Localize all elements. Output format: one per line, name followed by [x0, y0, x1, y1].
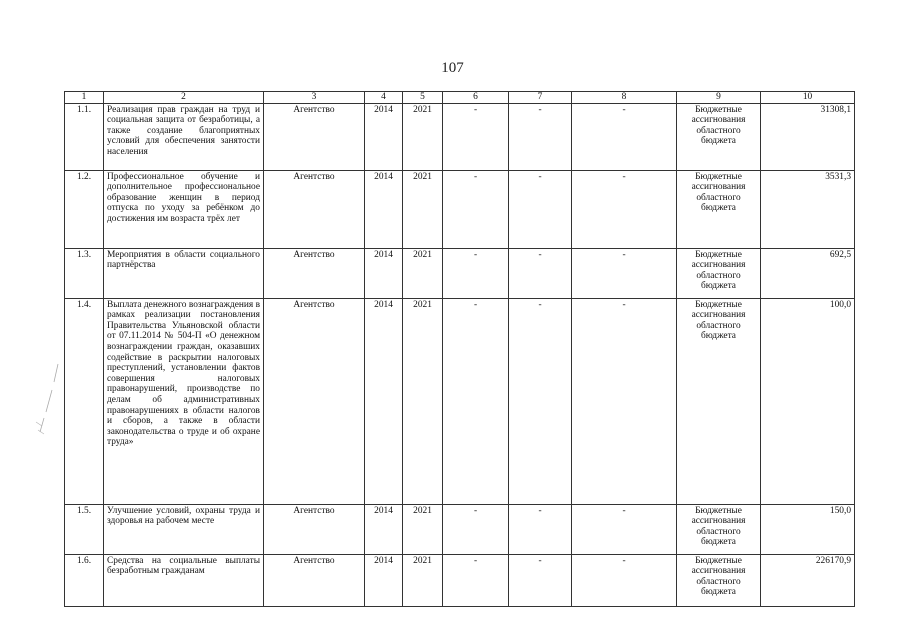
measure-name: Реализация прав граждан на труд и социальная защита от безработицы, а также создание благоприятных условий для обеспечения занятости населения — [104, 103, 264, 170]
column-8-value: - — [572, 298, 677, 504]
column-number: 2 — [104, 92, 264, 104]
measure-name: Мероприятия в области социального партнёрства — [104, 248, 264, 298]
funding-amount: 3531,3 — [761, 170, 855, 248]
funding-source: Бюджетные ассигнования областного бюджета — [677, 554, 761, 606]
funding-source: Бюджетные ассигнования областного бюджета — [677, 248, 761, 298]
end-year: 2021 — [403, 103, 443, 170]
column-6-value: - — [443, 554, 509, 606]
column-6-value: - — [443, 248, 509, 298]
executor: Агентство — [264, 298, 365, 504]
executor: Агентство — [264, 554, 365, 606]
measure-name: Профессиональное обучение и дополнительное профессиональное образование женщин в период отпуска по уходу за ребёнком до достижения им возраста трёх лет — [104, 170, 264, 248]
column-6-value: - — [443, 504, 509, 554]
row-number: 1.1. — [65, 103, 104, 170]
executor: Агентство — [264, 248, 365, 298]
measure-name: Выплата денежного вознаграждения в рамках реализации постановления Правительства Ульяновской области от 07.11.2014 № 504-П «О денежном вознаграждении граждан, оказавших содействие в раскрытии налоговых преступлений, установлении фактов совершения налоговых правонарушений, производстве по делам об административных правонарушениях в области налогов и сборов, а также в области законодательства о труде и об охране труда» — [104, 298, 264, 504]
column-7-value: - — [509, 248, 572, 298]
column-number: 1 — [65, 92, 104, 104]
column-8-value: - — [572, 504, 677, 554]
funding-source: Бюджетные ассигнования областного бюджета — [677, 504, 761, 554]
column-7-value: - — [509, 504, 572, 554]
row-number: 1.4. — [65, 298, 104, 504]
executor: Агентство — [264, 504, 365, 554]
measure-name: Средства на социальные выплаты безработным гражданам — [104, 554, 264, 606]
column-number: 6 — [443, 92, 509, 104]
column-7-value: - — [509, 170, 572, 248]
table-row — [65, 170, 855, 248]
column-7-value: - — [509, 103, 572, 170]
end-year: 2021 — [403, 504, 443, 554]
end-year: 2021 — [403, 170, 443, 248]
funding-source: Бюджетные ассигнования областного бюджета — [677, 103, 761, 170]
start-year: 2014 — [365, 103, 403, 170]
scan-margin-mark — [34, 360, 64, 440]
column-number: 4 — [365, 92, 403, 104]
table-row — [65, 504, 855, 554]
column-number: 7 — [509, 92, 572, 104]
column-8-value: - — [572, 103, 677, 170]
table-row — [65, 248, 855, 298]
end-year: 2021 — [403, 248, 443, 298]
end-year: 2021 — [403, 298, 443, 504]
measure-name: Улучшение условий, охраны труда и здоровья на рабочем месте — [104, 504, 264, 554]
column-7-value: - — [509, 298, 572, 504]
column-number: 3 — [264, 92, 365, 104]
table-row — [65, 298, 855, 504]
funding-source: Бюджетные ассигнования областного бюджета — [677, 298, 761, 504]
executor: Агентство — [264, 103, 365, 170]
column-6-value: - — [443, 170, 509, 248]
column-number: 10 — [761, 92, 855, 104]
column-8-value: - — [572, 554, 677, 606]
row-number: 1.2. — [65, 170, 104, 248]
start-year: 2014 — [365, 248, 403, 298]
end-year: 2021 — [403, 554, 443, 606]
measures-table — [64, 91, 855, 607]
column-8-value: - — [572, 170, 677, 248]
column-number-row — [65, 92, 855, 104]
row-number: 1.5. — [65, 504, 104, 554]
executor: Агентство — [264, 170, 365, 248]
column-7-value: - — [509, 554, 572, 606]
funding-amount: 692,5 — [761, 248, 855, 298]
column-number: 5 — [403, 92, 443, 104]
column-8-value: - — [572, 248, 677, 298]
start-year: 2014 — [365, 170, 403, 248]
column-6-value: - — [443, 103, 509, 170]
start-year: 2014 — [365, 504, 403, 554]
funding-amount: 150,0 — [761, 504, 855, 554]
column-6-value: - — [443, 298, 509, 504]
row-number: 1.6. — [65, 554, 104, 606]
page-number: 107 — [441, 60, 464, 76]
table-row — [65, 103, 855, 170]
start-year: 2014 — [365, 298, 403, 504]
table-row — [65, 554, 855, 606]
funding-source: Бюджетные ассигнования областного бюджета — [677, 170, 761, 248]
start-year: 2014 — [365, 554, 403, 606]
row-number: 1.3. — [65, 248, 104, 298]
funding-amount: 31308,1 — [761, 103, 855, 170]
funding-amount: 226170,9 — [761, 554, 855, 606]
funding-amount: 100,0 — [761, 298, 855, 504]
column-number: 8 — [572, 92, 677, 104]
column-number: 9 — [677, 92, 761, 104]
